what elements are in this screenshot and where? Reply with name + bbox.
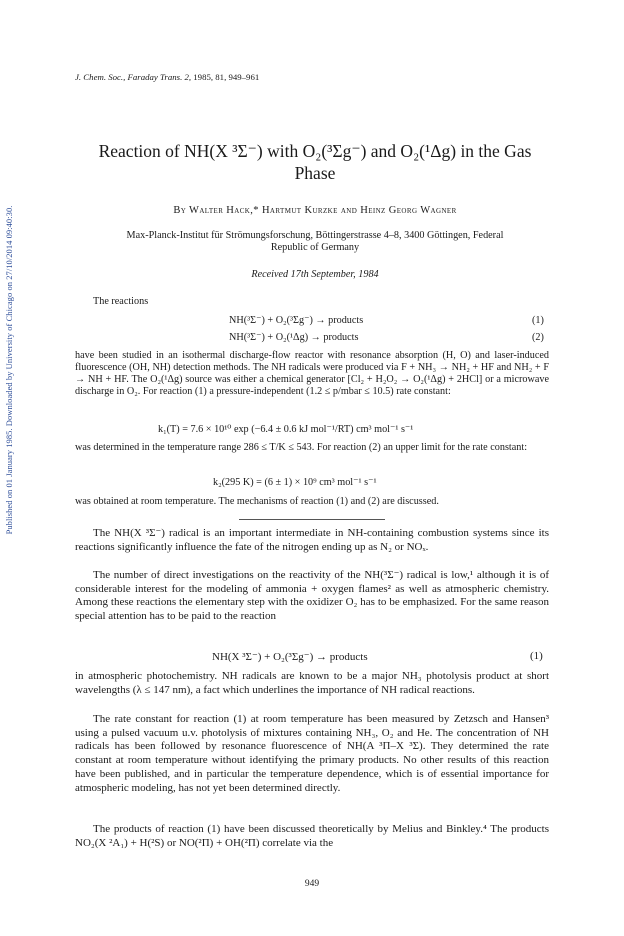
title-line-2: Phase <box>294 163 336 183</box>
journal-name: J. Chem. Soc., Faraday Trans. 2, <box>75 72 192 82</box>
abstract-equation-2: NH(³Σ⁻) + O₂(¹Δg) → products <box>229 332 359 343</box>
body-paragraph-2: The number of direct investigations on the reactivity of the NH(³Σ⁻) radical is low,¹ although it is of considerable interest for the modeling of ammonia + oxygen flames² as well as atmospheric chemistry. Among these reactions the elementary step with the oxidizer O₂ has to be emphasized. For the same reason special attention has to be paid to the reaction <box>75 569 549 623</box>
abstract-intro: The reactions <box>93 296 149 307</box>
abstract-rate-constant-1: k₁(T) = 7.6 × 10¹⁰ exp (−6.4 ± 0.6 kJ mol⁻¹/RT) cm³ mol⁻¹ s⁻¹ <box>158 424 414 435</box>
title-line-1: Reaction of NH(X ³Σ⁻) with O₂(³Σg⁻) and O₂(¹Δg) in the Gas <box>98 141 532 161</box>
abstract-paragraph-3: was obtained at room temperature. The mechanisms of reaction (1) and (2) are discussed. <box>75 496 439 507</box>
abstract-equation-2-number: (2) <box>532 332 544 343</box>
affiliation-line-1: Max-Planck-Institut für Strömungsforschung, Böttingerstrasse 4–8, 3400 Göttingen, Federal <box>126 230 504 241</box>
affiliation-line-2: Republic of Germany <box>270 242 360 253</box>
body-paragraph-4: The rate constant for reaction (1) at room temperature has been measured by Zetzsch and Hansen³ using a pulsed vacuum u.v. photolysis of mixtures containing NH₃, O₂ and He. The concentration of NH radicals has been followed by resonance fluorescence of NH(A ³Π–X ³Σ). They determined the rate constant at room temperature without identifying the primary products. No other results of this reaction have been published, and in particular the temperature dependence, which is of essential importance for atmospheric modeling, has not yet been determined directly. <box>75 713 549 794</box>
section-divider <box>239 519 385 520</box>
body-paragraph-3: in atmospheric photochemistry. NH radicals are known to be a major NH₃ photolysis product at short wavelengths (λ ≤ 147 nm), a fact which underlines the importance of NH radical reactions. <box>75 670 549 696</box>
received-date: Received 17th September, 1984 <box>251 269 379 280</box>
download-watermark-text: Published on 01 January 1985. Downloaded by University of Chicago on 27/10/2014 09:40:30. <box>4 205 14 535</box>
abstract-equation-1-number: (1) <box>532 315 544 326</box>
journal-volume-pages: 1985, 81, 949–961 <box>191 72 260 82</box>
body-paragraph-5: The products of reaction (1) have been discussed theoretically by Melius and Binkley.⁴ The products NO₂(X ²A₁) + H(²S) or NO(²Π) + OH(²Π) correlate via the <box>75 823 549 849</box>
article-title <box>60 140 570 184</box>
body-equation-1: NH(X ³Σ⁻) + O₂(³Σg⁻) → products <box>212 651 368 663</box>
abstract-paragraph-2: was determined in the temperature range 286 ≤ T/K ≤ 543. For reaction (2) an upper limit for the rate constant: <box>75 442 528 453</box>
author-list: By Walter Hack,* Hartmut Kurzke and Heinz Georg Wagner <box>173 205 457 216</box>
body-equation-1-number: (1) <box>530 650 543 662</box>
abstract-equation-1: NH(³Σ⁻) + O₂(³Σg⁻) → products <box>229 315 364 326</box>
body-paragraph-1: The NH(X ³Σ⁻) radical is an important intermediate in NH-containing combustion systems since its reactions significantly influence the fate of the nitrogen ending up as N₂ or NOₓ. <box>75 527 549 553</box>
journal-citation <box>75 72 259 82</box>
abstract-rate-constant-2: k₂(295 K) = (6 ± 1) × 10⁹ cm³ mol⁻¹ s⁻¹ <box>213 477 377 488</box>
page-number: 949 <box>304 879 320 889</box>
affiliation <box>75 230 555 254</box>
download-watermark <box>2 150 16 590</box>
abstract-paragraph-1: have been studied in an isothermal discharge-flow reactor with resonance absorption (H, O) and laser-induced fluorescence (OH, NH) detection methods. The NH radicals were produced via F + NH₃ → NH₂ + HF and NH₂ + F → NH + HF. The O₂(¹Δg) source was either a chemical generator [Cl₂ + H₂O₂ → O₂(¹Δg) + 2HCl] or a microwave discharge in O₂. For reaction (1) a pressure-independent (1.2 ≤ p/mbar ≤ 10.5) rate constant: <box>75 350 549 397</box>
